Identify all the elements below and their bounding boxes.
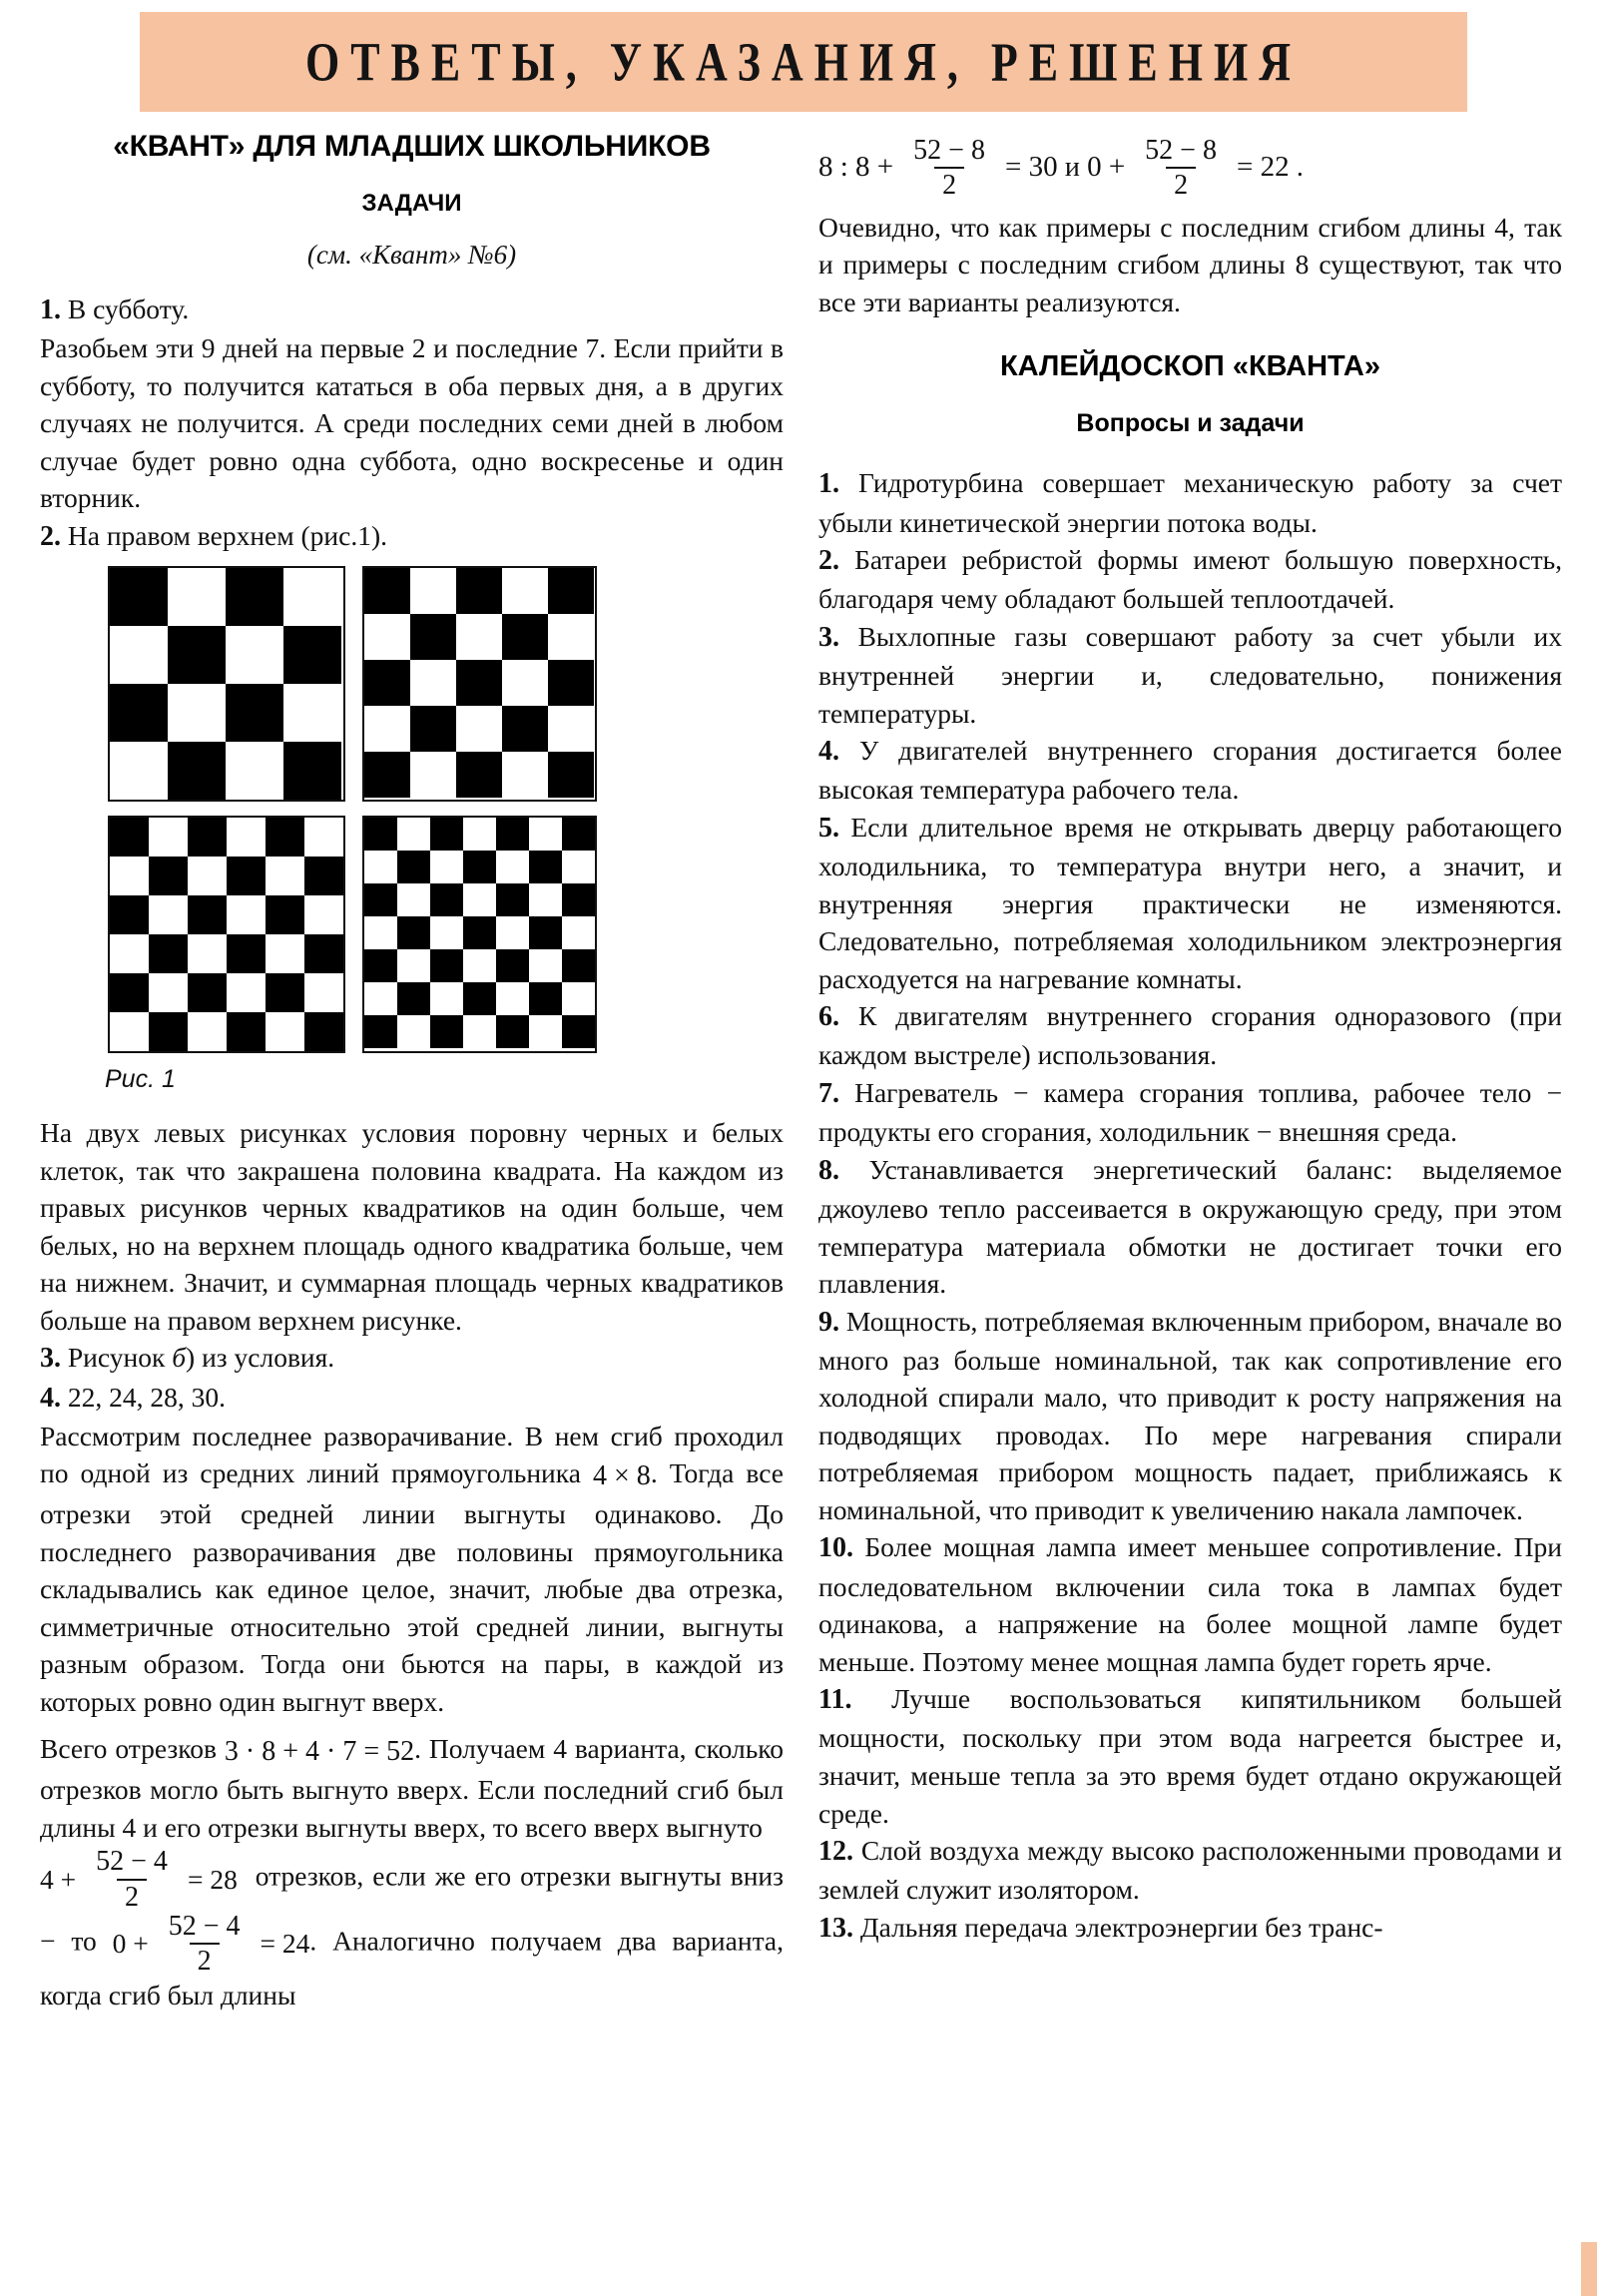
paragraph-after-formulas: Очевидно, что как примеры с последним сгибом длины 4, так и примеры с последним сгибом длины 8 существуют, так что все эти варианты реализуются. — [818, 211, 1562, 317]
answer-3-number: 3. — [40, 1343, 61, 1375]
board-cell-white — [456, 614, 502, 660]
board-cell-black — [110, 895, 149, 934]
board-cell-white — [266, 857, 304, 895]
board-cell-black — [149, 1012, 188, 1051]
board-cell-black — [456, 568, 502, 614]
board-cell-black — [496, 949, 529, 982]
board-cell-white — [430, 982, 463, 1015]
item-number: 12. — [818, 1836, 853, 1868]
right-sub-heading: Вопросы и задачи — [1076, 409, 1305, 438]
board-cell-white — [397, 818, 430, 851]
board-cell-white — [496, 982, 529, 1015]
answer-3-text-after: ) из условия. — [186, 1342, 335, 1374]
board-cell-white — [502, 568, 548, 614]
answer-4-p1-part-b: . Тогда все отрезки этой средней линии выгнуты одинаково. До последнего разворачивания две половины прямоугольника складывались как единое целое, значит, любые два отрезка, симметричные относительно этой средней линии, выгнуты разным образом. Тогда они бьются на пары, в каждой из которых ровно один выгнут вверх. — [40, 1457, 784, 1717]
formula-top-2-result: = 22 — [1236, 151, 1290, 184]
kaleidoscope-item — [818, 464, 1562, 541]
board-cell-black — [463, 851, 496, 883]
board-cell-black — [227, 934, 266, 973]
board-cell-white — [529, 1015, 562, 1048]
board-cell-white — [364, 706, 410, 752]
board-cell-black — [188, 818, 227, 857]
formula-up-denominator: 2 — [117, 1879, 147, 1912]
board-cell-white — [529, 949, 562, 982]
answer-4-paragraph-1 — [40, 1418, 784, 1721]
item-text: Если длительное время не открывать дверцу работающего холодильника, то температура внутри него, а значит, и внутренняя энергия практически не изменяются. Следовательно, потребляемая холодильником электроэнергия расходуется на нагревание комнаты. — [818, 811, 1563, 994]
board-cell-black — [266, 818, 304, 857]
after-formula-down-text: . Аналогично получаем два варианта, когда сгиб был длины — [40, 1925, 785, 2010]
answer-1-body: Разобьем эти 9 дней на первые 2 и последние 7. Если прийти в субботу, то получится кататься в оба первых дня, а в других случаях не получится. А среди последних семи дней в любом случае будет ровно одна суббота, одно воскресенье и один вторник. — [40, 332, 784, 514]
board-cell-black — [502, 614, 548, 660]
formula-top-1-lead: 8 : 8 + — [818, 151, 894, 184]
board-cell-white — [110, 934, 149, 973]
page-corner-marker — [1581, 2242, 1597, 2296]
answer-4-p2-part-b: . Получаем 4 варианта, сколько отрезков могло быть выгнуто вверх. Если последний сгиб был длины 4 и его отрезки выгнуты вверх, то всего вверх выгнуто — [40, 1733, 785, 1844]
board-cell-black — [304, 934, 343, 973]
board-cell-black — [456, 660, 502, 706]
board-cell-black — [502, 706, 548, 752]
board-cell-white — [304, 973, 343, 1012]
left-sub-heading: ЗАДАЧИ — [361, 190, 462, 217]
formula-down-numerator: 52 − 4 — [168, 1910, 241, 1942]
after-formula-up-text: отрезков, если же его отрезки выгнуты вниз − то — [40, 1860, 784, 1957]
formula-up-lead: 4 + — [40, 1863, 77, 1895]
total-segments-expression: 3 · 8 + 4 · 7 = 52 — [224, 1735, 415, 1767]
board-cell-black — [529, 851, 562, 883]
board-cell-black — [397, 851, 430, 883]
board-cell-white — [410, 752, 456, 798]
formula-conjunction: и — [1064, 151, 1080, 183]
board-cell-black — [562, 949, 595, 982]
board-cell-white — [397, 1015, 430, 1048]
board-cell-white — [502, 752, 548, 798]
board-cell-black — [226, 568, 283, 626]
bottom-left-board — [108, 816, 345, 1053]
board-cell-black — [168, 626, 226, 684]
answer-2-lead: На правом верхнем (рис.1). — [67, 519, 388, 551]
kaleidoscope-item — [818, 1680, 1562, 1832]
board-cell-black — [410, 614, 456, 660]
formula-up-paragraph — [40, 1847, 784, 2014]
board-cell-white — [227, 973, 266, 1012]
answer-4-p2-part-a: Всего отрезков — [40, 1733, 225, 1765]
board-cell-black — [149, 934, 188, 973]
figure-1 — [40, 566, 784, 1094]
top-right-board — [362, 566, 597, 802]
board-cell-black — [562, 1015, 595, 1048]
board-cell-black — [304, 1012, 343, 1051]
formula-top-2-lead: 0 + — [1087, 151, 1126, 184]
board-cell-white — [463, 1015, 496, 1048]
left-column — [40, 130, 784, 2014]
board-cell-white — [529, 883, 562, 916]
top-left-board — [108, 566, 345, 802]
board-cell-black — [283, 742, 341, 800]
board-cell-white — [430, 916, 463, 949]
board-cell-black — [496, 1015, 529, 1048]
formula-down-result: = 24 — [260, 1928, 310, 1960]
board-cell-black — [562, 883, 595, 916]
formula-top-1 — [818, 136, 1058, 201]
board-cell-black — [304, 857, 343, 895]
board-cell-white — [410, 660, 456, 706]
board-cell-black — [548, 660, 594, 706]
board-cell-black — [364, 818, 397, 851]
figure-1-boards — [108, 566, 784, 1053]
item-number: 10. — [818, 1532, 853, 1564]
formula-top-2-fraction — [1137, 136, 1225, 201]
board-cell-white — [430, 851, 463, 883]
formula-top-2-numerator: 52 − 8 — [1145, 135, 1217, 166]
formula-down — [113, 1912, 310, 1977]
board-cell-white — [548, 706, 594, 752]
board-cell-black — [226, 684, 283, 742]
page-header-banner — [140, 12, 1467, 112]
board-cell-white — [496, 851, 529, 883]
item-text: Нагреватель − камера сгорания топлива, рабочее тело − продукты его сгорания, холодильник − внешняя среда. — [818, 1077, 1562, 1148]
board-cell-black — [364, 949, 397, 982]
item-text: У двигателей внутреннего сгорания достигается более высокая температура рабочего тела. — [818, 735, 1563, 806]
board-cell-white — [364, 614, 410, 660]
board-cell-white — [149, 818, 188, 857]
formula-top-1-denominator: 2 — [934, 167, 964, 200]
board-cell-white — [168, 568, 226, 626]
board-cell-white — [456, 706, 502, 752]
board-cell-white — [168, 684, 226, 742]
kaleidoscope-item — [818, 1303, 1562, 1529]
formula-top-2-denominator: 2 — [1166, 167, 1196, 200]
board-cell-white — [364, 851, 397, 883]
board-cell-white — [463, 883, 496, 916]
board-cell-white — [283, 684, 341, 742]
rectangle-dimensions: 4 × 8 — [593, 1459, 651, 1491]
board-cell-white — [502, 660, 548, 706]
answer-4-p1-part-a: Рассмотрим последнее разворачивание. В нем сгиб проходил по одной из средних линий прямоугольника — [40, 1420, 784, 1489]
item-text: Лучше воспользоваться кипятильником большей мощности, поскольку при этом вода нагреется быстрее и, значит, меньше тепла за это время будет отдано окружающей среде. — [818, 1683, 1562, 1829]
board-cell-white — [188, 1012, 227, 1051]
board-cell-black — [266, 895, 304, 934]
board-cell-white — [463, 949, 496, 982]
item-number: 7. — [818, 1078, 839, 1109]
board-cell-white — [226, 742, 283, 800]
bottom-right-board — [362, 816, 597, 1053]
figure-discussion: На двух левых рисунках условия поровну черных и белых клеток, так что закрашена половина квадрата. На каждом из правых рисунков черных квадратиков на один больше, чем белых, но на верхнем площадь одного квадратика больше, чем на нижнем. Значит, и суммарная площадь черных квадратиков больше на правом верхнем рисунке. — [40, 1117, 784, 1336]
board-cell-black — [283, 626, 341, 684]
item-text: Гидротурбина совершает механическую работу за счет убыли кинетической энергии потока воды. — [818, 467, 1562, 538]
answer-4 — [40, 1379, 784, 1418]
board-cell-white — [266, 934, 304, 973]
board-cell-white — [562, 982, 595, 1015]
formula-top-1-fraction — [905, 136, 993, 201]
item-number: 11. — [818, 1684, 852, 1716]
board-cell-black — [188, 973, 227, 1012]
board-cell-white — [364, 916, 397, 949]
board-cell-white — [226, 626, 283, 684]
item-number: 9. — [818, 1306, 839, 1338]
board-cell-black — [496, 818, 529, 851]
item-text: Выхлопные газы совершают работу за счет убыли их внутренней энергии и, следовательно, понижения температуры. — [818, 620, 1562, 729]
board-cell-black — [529, 916, 562, 949]
board-cell-white — [188, 857, 227, 895]
board-cell-white — [188, 934, 227, 973]
board-cell-black — [463, 982, 496, 1015]
board-cell-black — [463, 916, 496, 949]
board-cell-white — [283, 568, 341, 626]
item-number: 3. — [818, 621, 839, 653]
board-cell-black — [430, 1015, 463, 1048]
answer-4-values: 22, 24, 28, 30. — [67, 1381, 226, 1413]
board-cell-black — [529, 982, 562, 1015]
board-cell-white — [227, 895, 266, 934]
board-cell-black — [188, 895, 227, 934]
kaleidoscope-item — [818, 1528, 1562, 1680]
formula-top-1-result: = 30 — [1004, 151, 1058, 184]
board-cell-white — [304, 895, 343, 934]
kaleidoscope-item — [818, 1151, 1562, 1303]
board-cell-white — [110, 742, 168, 800]
item-number: 4. — [818, 736, 839, 768]
formula-down-denominator: 2 — [190, 1943, 220, 1976]
board-cell-white — [304, 818, 343, 857]
board-cell-white — [562, 916, 595, 949]
formula-down-fraction — [161, 1912, 249, 1977]
board-cell-black — [430, 883, 463, 916]
figure-1-caption: Рис. 1 — [105, 1065, 176, 1094]
board-cell-black — [364, 883, 397, 916]
page-title: ОТВЕТЫ, УКАЗАНИЯ, РЕШЕНИЯ — [304, 31, 1303, 93]
formula-up-numerator: 52 − 4 — [96, 1846, 168, 1878]
board-cell-black — [397, 982, 430, 1015]
right-column — [818, 130, 1562, 1948]
kaleidoscope-item — [818, 1074, 1562, 1151]
board-cell-black — [410, 706, 456, 752]
board-cell-white — [266, 1012, 304, 1051]
kaleidoscope-item — [818, 541, 1562, 618]
board-cell-white — [397, 883, 430, 916]
kaleidoscope-item — [818, 1832, 1562, 1909]
board-cell-black — [110, 684, 168, 742]
item-text: Устанавливается энергетический баланс: выделяемое джоулево тепло рассеивается в окружающую среду, при этом температура материала обмотки не достигает точки его плавления. — [818, 1153, 1562, 1300]
kaleidoscope-item — [818, 809, 1562, 997]
board-cell-black — [168, 742, 226, 800]
board-cell-black — [110, 818, 149, 857]
board-cell-black — [364, 660, 410, 706]
left-issue-reference: (см. «Квант» №6) — [306, 240, 517, 270]
board-cell-white — [562, 851, 595, 883]
board-cell-black — [548, 568, 594, 614]
board-cell-white — [548, 614, 594, 660]
answer-2 — [40, 517, 784, 556]
board-cell-white — [463, 818, 496, 851]
item-text: Более мощная лампа имеет меньшее сопротивление. При последовательном включении сила тока в лампах будет одинакова, а напряжение на более мощной лампе будет меньше. Поэтому менее мощная лампа будет гореть ярче. — [818, 1531, 1563, 1677]
board-cell-black — [364, 1015, 397, 1048]
kaleidoscope-item — [818, 1909, 1562, 1948]
item-text: Дальняя передача электроэнергии без транс- — [859, 1911, 1383, 1943]
board-cell-white — [110, 626, 168, 684]
answer-4-number: 4. — [40, 1382, 61, 1414]
board-cell-white — [496, 916, 529, 949]
board-cell-white — [227, 818, 266, 857]
board-cell-black — [430, 949, 463, 982]
board-cell-black — [496, 883, 529, 916]
formula-up-fraction — [88, 1847, 176, 1912]
board-cell-black — [110, 568, 168, 626]
board-cell-black — [364, 752, 410, 798]
item-text: Мощность, потребляемая включенным прибором, вначале во много раз больше номинальной, так как сопротивление его холодной спирали мало, что приводит к росту напряжения на подводящих проводах. По мере нагревания спирали потребляемая прибором мощность падает, приближаясь к номинальной, что приводит к увеличению накала лампочек. — [818, 1305, 1562, 1525]
board-cell-white — [110, 857, 149, 895]
formula-trailing-period: . — [1296, 151, 1304, 183]
board-cell-white — [149, 973, 188, 1012]
left-section-heading: «КВАНТ» ДЛЯ МЛАДШИХ ШКОЛЬНИКОВ — [113, 130, 711, 163]
item-text: Слой воздуха между высоко расположенными проводами и землей служит изолятором. — [818, 1835, 1562, 1906]
answer-1 — [40, 290, 784, 329]
formula-up — [40, 1847, 238, 1912]
item-number: 6. — [818, 1001, 839, 1033]
board-cell-white — [364, 982, 397, 1015]
answer-3 — [40, 1339, 784, 1378]
kaleidoscope-item — [818, 618, 1562, 732]
item-number: 2. — [818, 545, 839, 577]
board-cell-black — [149, 857, 188, 895]
item-number: 8. — [818, 1154, 839, 1186]
item-number: 1. — [818, 468, 839, 500]
board-cell-white — [529, 818, 562, 851]
formula-up-result: = 28 — [187, 1863, 238, 1895]
item-text: К двигателям внутреннего сгорания одноразового (при каждом выстреле) использования. — [818, 1000, 1562, 1071]
answer-1-number: 1. — [40, 294, 61, 325]
top-formula-row — [818, 136, 1562, 201]
board-cell-white — [110, 1012, 149, 1051]
board-cell-black — [266, 973, 304, 1012]
kaleidoscope-item — [818, 997, 1562, 1074]
item-text: Батареи ребристой формы имеют большую поверхность, благодаря чему обладают большей теплоотдачей. — [818, 544, 1563, 615]
board-cell-black — [548, 752, 594, 798]
answer-2-number: 2. — [40, 520, 61, 552]
right-section-heading: КАЛЕЙДОСКОП «КВАНТА» — [999, 350, 1381, 383]
kaleidoscope-item — [818, 732, 1562, 809]
answer-4-paragraph-2 — [40, 1730, 784, 1847]
board-cell-black — [110, 973, 149, 1012]
board-cell-white — [149, 895, 188, 934]
item-number: 13. — [818, 1912, 853, 1944]
board-cell-black — [397, 916, 430, 949]
formula-top-1-numerator: 52 − 8 — [913, 135, 985, 166]
answer-1-lead: В субботу. — [67, 293, 190, 324]
board-cell-black — [227, 857, 266, 895]
board-cell-black — [430, 818, 463, 851]
answer-3-italic-letter: б — [172, 1342, 187, 1374]
board-cell-black — [562, 818, 595, 851]
board-cell-black — [227, 1012, 266, 1051]
board-cell-black — [456, 752, 502, 798]
board-cell-white — [397, 949, 430, 982]
answer-3-text-before: Рисунок — [67, 1342, 173, 1374]
board-cell-black — [364, 568, 410, 614]
item-number: 5. — [818, 812, 839, 844]
board-cell-white — [410, 568, 456, 614]
formula-top-2 — [1087, 136, 1290, 201]
formula-down-lead: 0 + — [112, 1928, 149, 1960]
